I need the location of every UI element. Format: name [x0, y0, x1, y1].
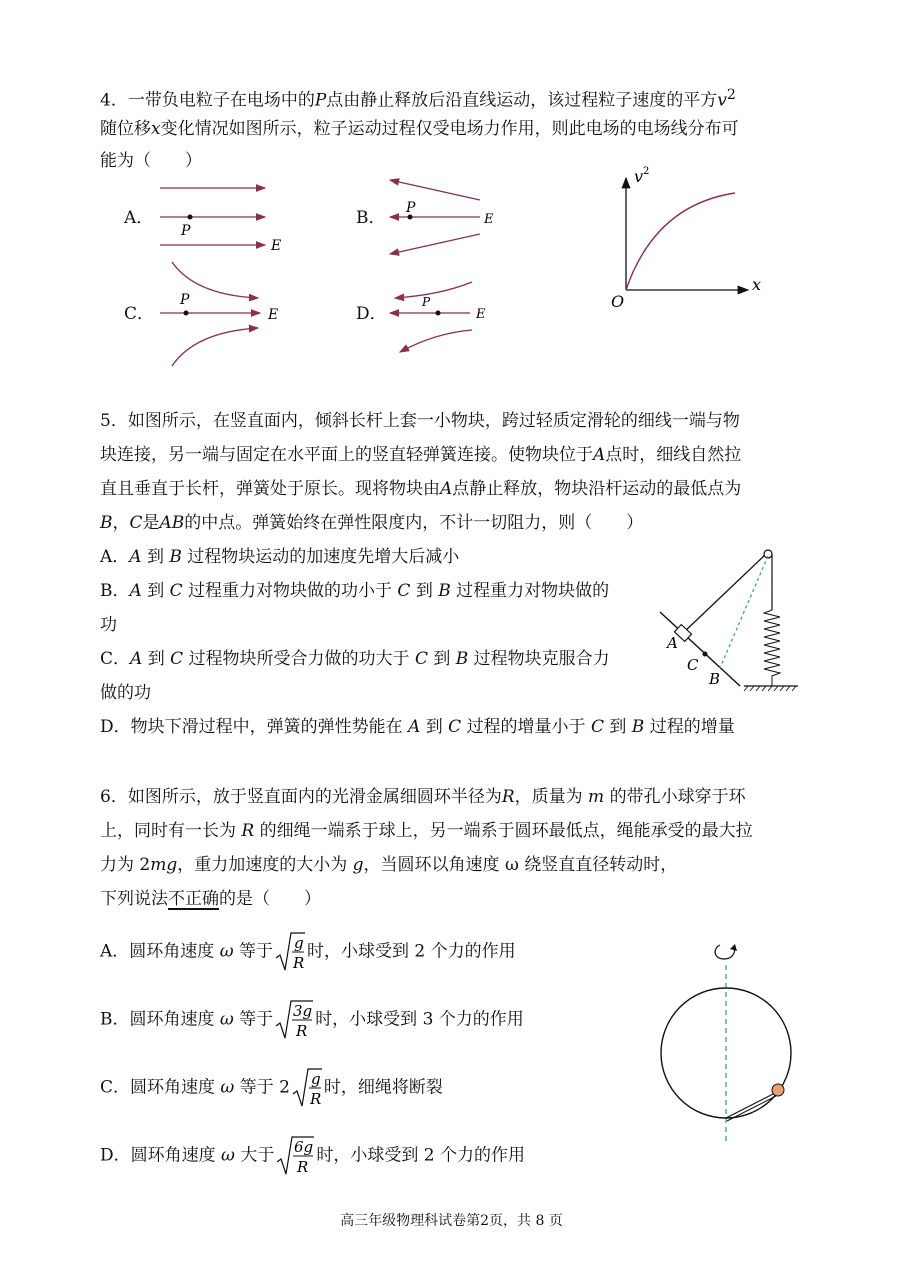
q6-option-a: A．圆环角速度 ω 等于 g R 时，小球受到 2 个力的作用	[100, 930, 516, 974]
svg-text:6g: 6g	[294, 1138, 314, 1156]
q5-option-d: D．物块下滑过程中，弹簧的弹性势能在 A 到 C 过程的增量小于 C 到 B 过程的增量	[100, 717, 735, 737]
q4-option-a-label: A．	[124, 208, 154, 228]
q4-d-p-label: P	[422, 295, 431, 309]
q5-option-b: B．A 到 C 过程重力对物块做的功小于 C 到 B 过程重力对物块做的	[100, 581, 610, 601]
q4-a-e-label: E	[271, 238, 282, 254]
q6-c-sqrt	[292, 1066, 322, 1110]
q4-diagram-c	[160, 262, 278, 366]
q5-label-a: A	[667, 634, 678, 652]
q5-spring	[764, 610, 780, 686]
q4-v2-x-graph	[600, 160, 780, 320]
q4-option-d-label: D．	[356, 304, 387, 324]
q4-b-p-label: P	[406, 200, 416, 216]
svg-text:3g: 3g	[293, 1002, 313, 1020]
q5-option-c-cont: 做的功	[100, 683, 151, 703]
rotation-arrow-icon	[715, 945, 734, 959]
q4-graph-origin: O	[611, 292, 625, 311]
q6-a-sqrt	[275, 930, 305, 974]
q4-graph-y-sup: 2	[643, 166, 650, 177]
q4-d-e-label: E	[476, 307, 486, 322]
q4-diagram-d	[390, 282, 486, 352]
q6-string	[726, 1093, 775, 1118]
q5-line-4: B，C是AB的中点。弹簧始终在弹性限度内，不计一切阻力，则（ ）	[100, 513, 644, 533]
q5-dashed-line	[720, 556, 768, 668]
q6-line-4: 下列说法不正确的是（ ）	[100, 889, 321, 909]
q6-ball	[772, 1084, 784, 1096]
svg-text:R: R	[292, 954, 305, 972]
svg-text:R: R	[296, 1022, 308, 1040]
q5-figure	[650, 540, 810, 700]
q6-option-c: C．圆环角速度 ω 等于 2 g R 时，细绳将断裂	[100, 1066, 443, 1110]
q4-c-e-label: E	[268, 307, 279, 323]
q6-ring-figure	[650, 935, 810, 1145]
q5-point-c	[703, 652, 708, 657]
svg-text:g: g	[310, 1070, 321, 1088]
q4-c-p-label: P	[180, 292, 190, 308]
q6-b-sqrt	[275, 998, 313, 1042]
q4-b-e-label: E	[484, 212, 494, 227]
q5-line-3: 直且垂直于长杆，弹簧处于原长。现将物块由A点静止释放，物块沿杆运动的最低点为	[100, 479, 742, 499]
q4-graph-x-label: x	[752, 275, 762, 294]
q4-diagram-b	[390, 180, 494, 254]
q5-label-c: C	[687, 656, 699, 674]
q5-string	[683, 554, 766, 633]
q5-line-1: 5．如图所示，在竖直面内，倾斜长杆上套一小物块，跨过轻质定滑轮的细线一端与物	[100, 411, 740, 431]
q5-line-2: 块连接，另一端与固定在水平面上的竖直轻弹簧连接。使物块位于A点时，细线自然拉	[100, 445, 742, 465]
q4-field-diagrams	[140, 170, 620, 370]
q4-a-p-label: P	[181, 223, 191, 239]
svg-text:R: R	[297, 1158, 309, 1176]
q4-line-1: 4．一带负电粒子在电场中的P点由静止释放后沿直线运动，该过程粒子速度的平方$v^2$	[100, 87, 736, 111]
q6-option-b: B．圆环角速度 ω 等于 3g R 时，小球受到 3 个力的作用	[100, 998, 524, 1042]
q6-line-3: 力为 2mg，重力加速度的大小为 g，当圆环以角速度 ω 绕竖直直径转动时，	[100, 855, 678, 875]
page-footer: 高三年级物理科试卷第2页，共 8 页	[340, 1213, 563, 1229]
q6-d-sqrt	[276, 1134, 314, 1178]
q4-line-3: 能为（ ）	[100, 151, 202, 171]
q5-option-c: C．A 到 C 过程物块所受合力做的功大于 C 到 B 过程物块克服合力	[100, 649, 610, 669]
svg-text:g: g	[293, 934, 304, 952]
q4-diagram-a	[160, 188, 281, 254]
q5-option-a: A．A 到 B 过程物块运动的加速度先增大后减小	[100, 547, 460, 567]
q4-option-b-label: B．	[356, 208, 386, 228]
q4-graph-curve	[626, 193, 735, 290]
q6-line-1: 6．如图所示，放于竖直面内的光滑金属细圆环半径为R，质量为 m 的带孔小球穿于环	[100, 787, 746, 807]
q4-graph-y-label: v	[634, 167, 644, 186]
q4-option-c-label: C．	[124, 304, 155, 324]
q6-line-2: 上，同时有一长为 R 的细绳一端系于球上，另一端系于圆环最低点，绳能承受的最大拉	[100, 821, 753, 841]
q6-option-d: D．圆环角速度 ω 大于 6g R 时，小球受到 2 个力的作用	[100, 1134, 525, 1178]
q4-line-2: 随位移x变化情况如图所示，粒子运动过程仅受电场力作用，则此电场的电场线分布可	[100, 119, 739, 139]
svg-text:R: R	[309, 1090, 322, 1108]
q5-label-b: B	[709, 670, 721, 688]
q5-option-b-cont: 功	[100, 615, 117, 635]
